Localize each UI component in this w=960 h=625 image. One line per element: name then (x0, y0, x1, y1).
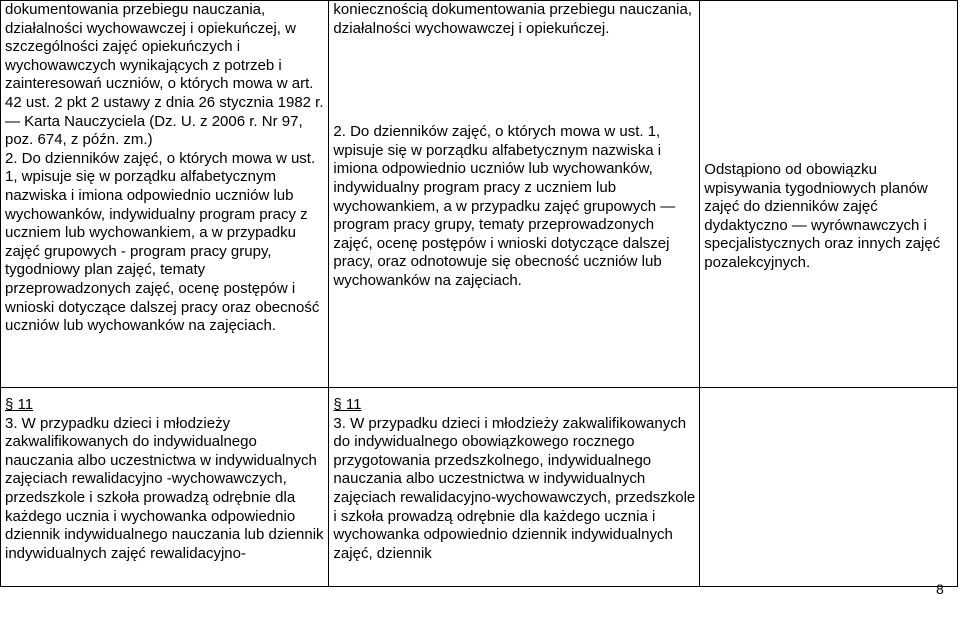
paragraph-intro: koniecznością dokumentowania przebiegu nauczania, działalności wychowawczej i opiekuńczej. (333, 1, 692, 37)
section-number: § 11 (5, 396, 34, 413)
spacer (333, 38, 695, 123)
paragraph-comment: Odstąpiono od obowiązku wpisywania tygodniowych planów zajęć do dzienników zajęć dydaktyczno ― wyrównawczych i specjalistycznych oraz innych zajęć pozalekcyjnych. (704, 161, 941, 271)
cell-current-text (1, 388, 329, 587)
page-number: 8 (936, 581, 944, 597)
cell-current-text (1, 1, 329, 388)
section-number: § 11 (333, 396, 362, 413)
cell-proposed-text (329, 1, 700, 388)
table-row (1, 1, 958, 388)
paragraph-intro: dokumentowania przebiegu nauczania, działalności wychowawczej i opiekuńczej, w szczególności zajęć opiekuńczych i wychowawczych wynikających z potrzeb i zainteresowań uczniów, o których mowa w art. 42 ust. 2 pkt 2 ustawy z dnia 26 stycznia 1982 r. ― Karta Nauczyciela (Dz. U. z 2006 r. Nr 97, poz. 674, z późn. zm.) (5, 1, 324, 149)
cell-comment (700, 1, 958, 388)
paragraph-point-3: 3. W przypadku dzieci i młodzieży zakwalifikowanych do indywidualnego obowiązkowego rocznego przygotowania przedszkolnego, indywidualnego nauczania albo uczestnictwa w indywidualnych zajęciach rewalidacyjno-wychowawczych, przedszkole i szkoła prowadzą odrębnie dla każdego ucznia i wychowanka odpowiednio dziennik indywidualnych zajęć, dziennik (333, 414, 696, 562)
cell-comment (700, 388, 958, 587)
table-row (1, 388, 958, 587)
cell-proposed-text (329, 388, 700, 587)
paragraph-point-3: 3. W przypadku dzieci i młodzieży zakwalifikowanych do indywidualnego nauczania albo uczestnictwa w indywidualnych zajęciach rewalidacyjno -wychowawczych, przedszkole i szkoła prowadzą odrębnie dla każdego ucznia i wychowanka odpowiednio dziennik indywidualnego nauczania lub dziennik indywidualnych zajęć rewalidacyjno- (5, 414, 324, 562)
paragraph-point-2: 2. Do dzienników zajęć, o których mowa w ust. 1, wpisuje się w porządku alfabetycznym nazwiska i imiona odpowiednio uczniów lub wychowanków, indywidualny program pracy z uczniem lub wychowankiem, a w przypadku zajęć grupowych - program pracy grupy, tygodniowy plan zajęć, tematy przeprowadzonych zajęć, ocenę postępów i wnioski dotyczące dalszej pracy oraz obecność uczniów lub wychowanków na zajęciach. (5, 149, 320, 335)
paragraph-point-2: 2. Do dzienników zajęć, o których mowa w ust. 1, wpisuje się w porządku alfabetycznym nazwiska i imiona odpowiednio uczniów lub wychowanków, indywidualny program pracy z uczniem lub wychowankiem, a w przypadku zajęć grupowych ― program pracy grupy, tematy przeprowadzonych zajęć, ocenę postępów i wnioski dotyczące dalszej pracy, oraz odnotowuje się obecność uczniów lub wychowanków na zajęciach. (333, 123, 676, 289)
spacer (704, 1, 953, 161)
